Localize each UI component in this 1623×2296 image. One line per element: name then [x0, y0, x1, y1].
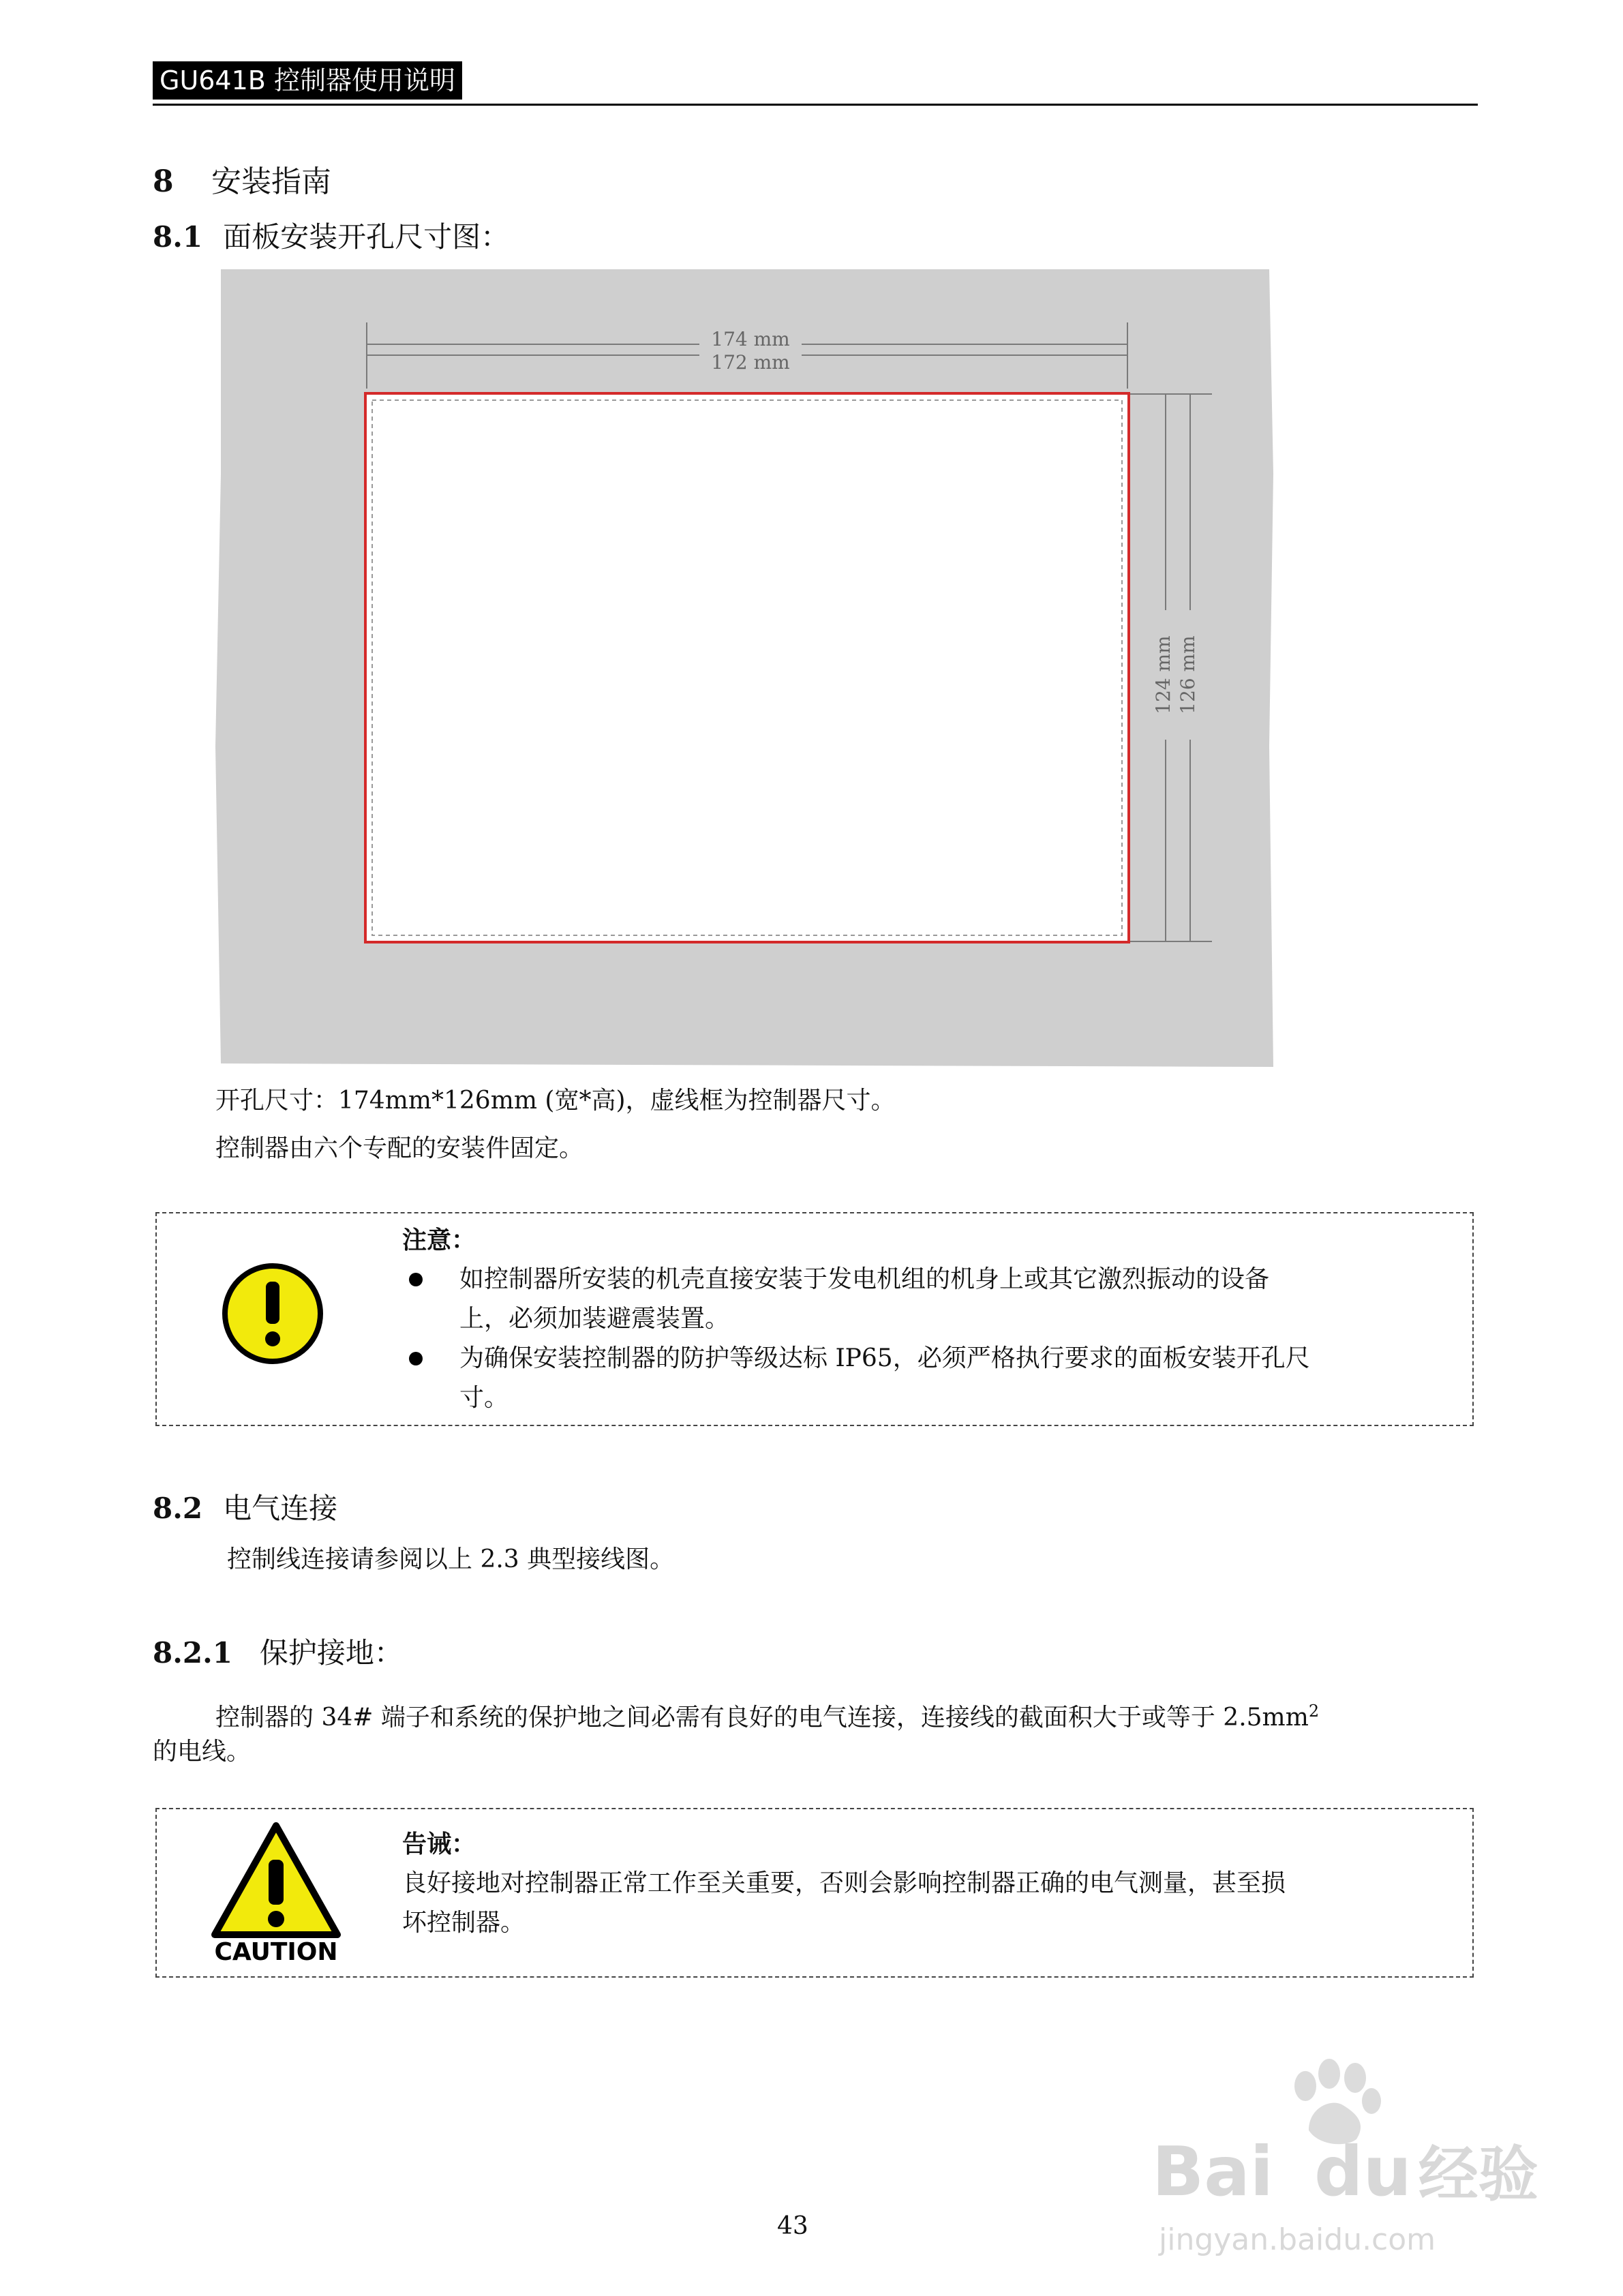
notice-item-line: 上，必须加装避震装置。 — [459, 1305, 730, 1333]
section-8-2-1-number: 8.2.1 — [153, 1636, 232, 1670]
section-8-2-1-heading — [153, 1631, 403, 1672]
notice-content — [402, 1220, 1466, 1418]
notice-item-line: 为确保安装控制器的防护等级达标 IP65，必须严格执行要求的面板安装开孔尺 — [459, 1344, 1310, 1372]
notice-item-line: 寸。 — [459, 1384, 509, 1412]
section-8-1-title: 面板安装开孔尺寸图： — [223, 220, 510, 254]
caution-title: 告诫： — [402, 1830, 476, 1858]
section-8-title: 安装指南 — [211, 164, 331, 199]
section-8-1-heading — [153, 215, 509, 256]
baidu-watermark — [1152, 2059, 1538, 2263]
cutout-rectangle — [365, 393, 1129, 942]
height-outer-label: 126 mm — [1177, 635, 1199, 714]
page-number: 43 — [777, 2212, 808, 2240]
grounding-text-line2: 的电线。 — [153, 1738, 252, 1766]
document-header-title: GU641B 控制器使用说明 — [153, 61, 462, 100]
section-8-2-1-title: 保护接地： — [259, 1636, 403, 1670]
notice-item-line: 如控制器所安装的机壳直接安装于发电机组的机身上或其它激烈振动的设备 — [459, 1265, 1270, 1293]
section-8-2-number: 8.2 — [153, 1492, 203, 1525]
section-8-1-number: 8.1 — [153, 220, 203, 254]
notice-item — [402, 1339, 1466, 1418]
caution-content — [402, 1824, 1466, 1943]
caution-box — [155, 1808, 1474, 1978]
exclamation-icon — [222, 1263, 324, 1365]
caution-line: 良好接地对控制器正常工作至关重要，否则会影响控制器正确的电气测量，甚至损 — [402, 1869, 1286, 1897]
grounding-text: 控制器的 34# 端子和系统的保护地之间必需有良好的电气连接，连接线的截面积大于或等于 2.5mm — [215, 1704, 1309, 1732]
caution-label: CAUTION — [214, 1938, 338, 1963]
bullet-icon — [409, 1273, 423, 1286]
section-8-number: 8 — [153, 164, 174, 199]
cutout-size-text: 开孔尺寸：174mm*126mm (宽*高)，虚线框为控制器尺寸。 — [215, 1087, 896, 1115]
section-8-2-heading — [153, 1486, 337, 1527]
watermark-brand-bai: Bai — [1152, 2132, 1273, 2211]
width-outer-label: 174 mm — [711, 328, 790, 350]
fixing-text: 控制器由六个专配的安装件固定。 — [215, 1134, 584, 1162]
section-8-2-text: 控制线连接请参阅以上 2.3 典型接线图。 — [227, 1545, 675, 1573]
height-inner-label: 124 mm — [1152, 635, 1174, 714]
caution-line: 坏控制器。 — [402, 1909, 526, 1937]
superscript-2: 2 — [1308, 1702, 1320, 1721]
header-rule — [153, 104, 1478, 106]
notice-box — [155, 1212, 1474, 1426]
notice-title: 注意： — [402, 1226, 476, 1254]
caution-icon — [208, 1820, 344, 1963]
watermark-brand-du: du — [1314, 2132, 1412, 2211]
watermark-brand — [1152, 2127, 1538, 2213]
watermark-url: jingyan.baidu.com — [1159, 2222, 1436, 2257]
bullet-icon — [409, 1352, 423, 1365]
watermark-brand-cn: 经验 — [1418, 2139, 1538, 2209]
section-8-heading — [153, 157, 331, 200]
notice-item — [402, 1260, 1466, 1339]
width-inner-label: 172 mm — [711, 351, 790, 374]
section-8-2-title: 电气连接 — [223, 1492, 338, 1525]
grounding-text-line1 — [215, 1691, 1319, 1738]
panel-cutout-diagram — [215, 269, 1279, 1081]
